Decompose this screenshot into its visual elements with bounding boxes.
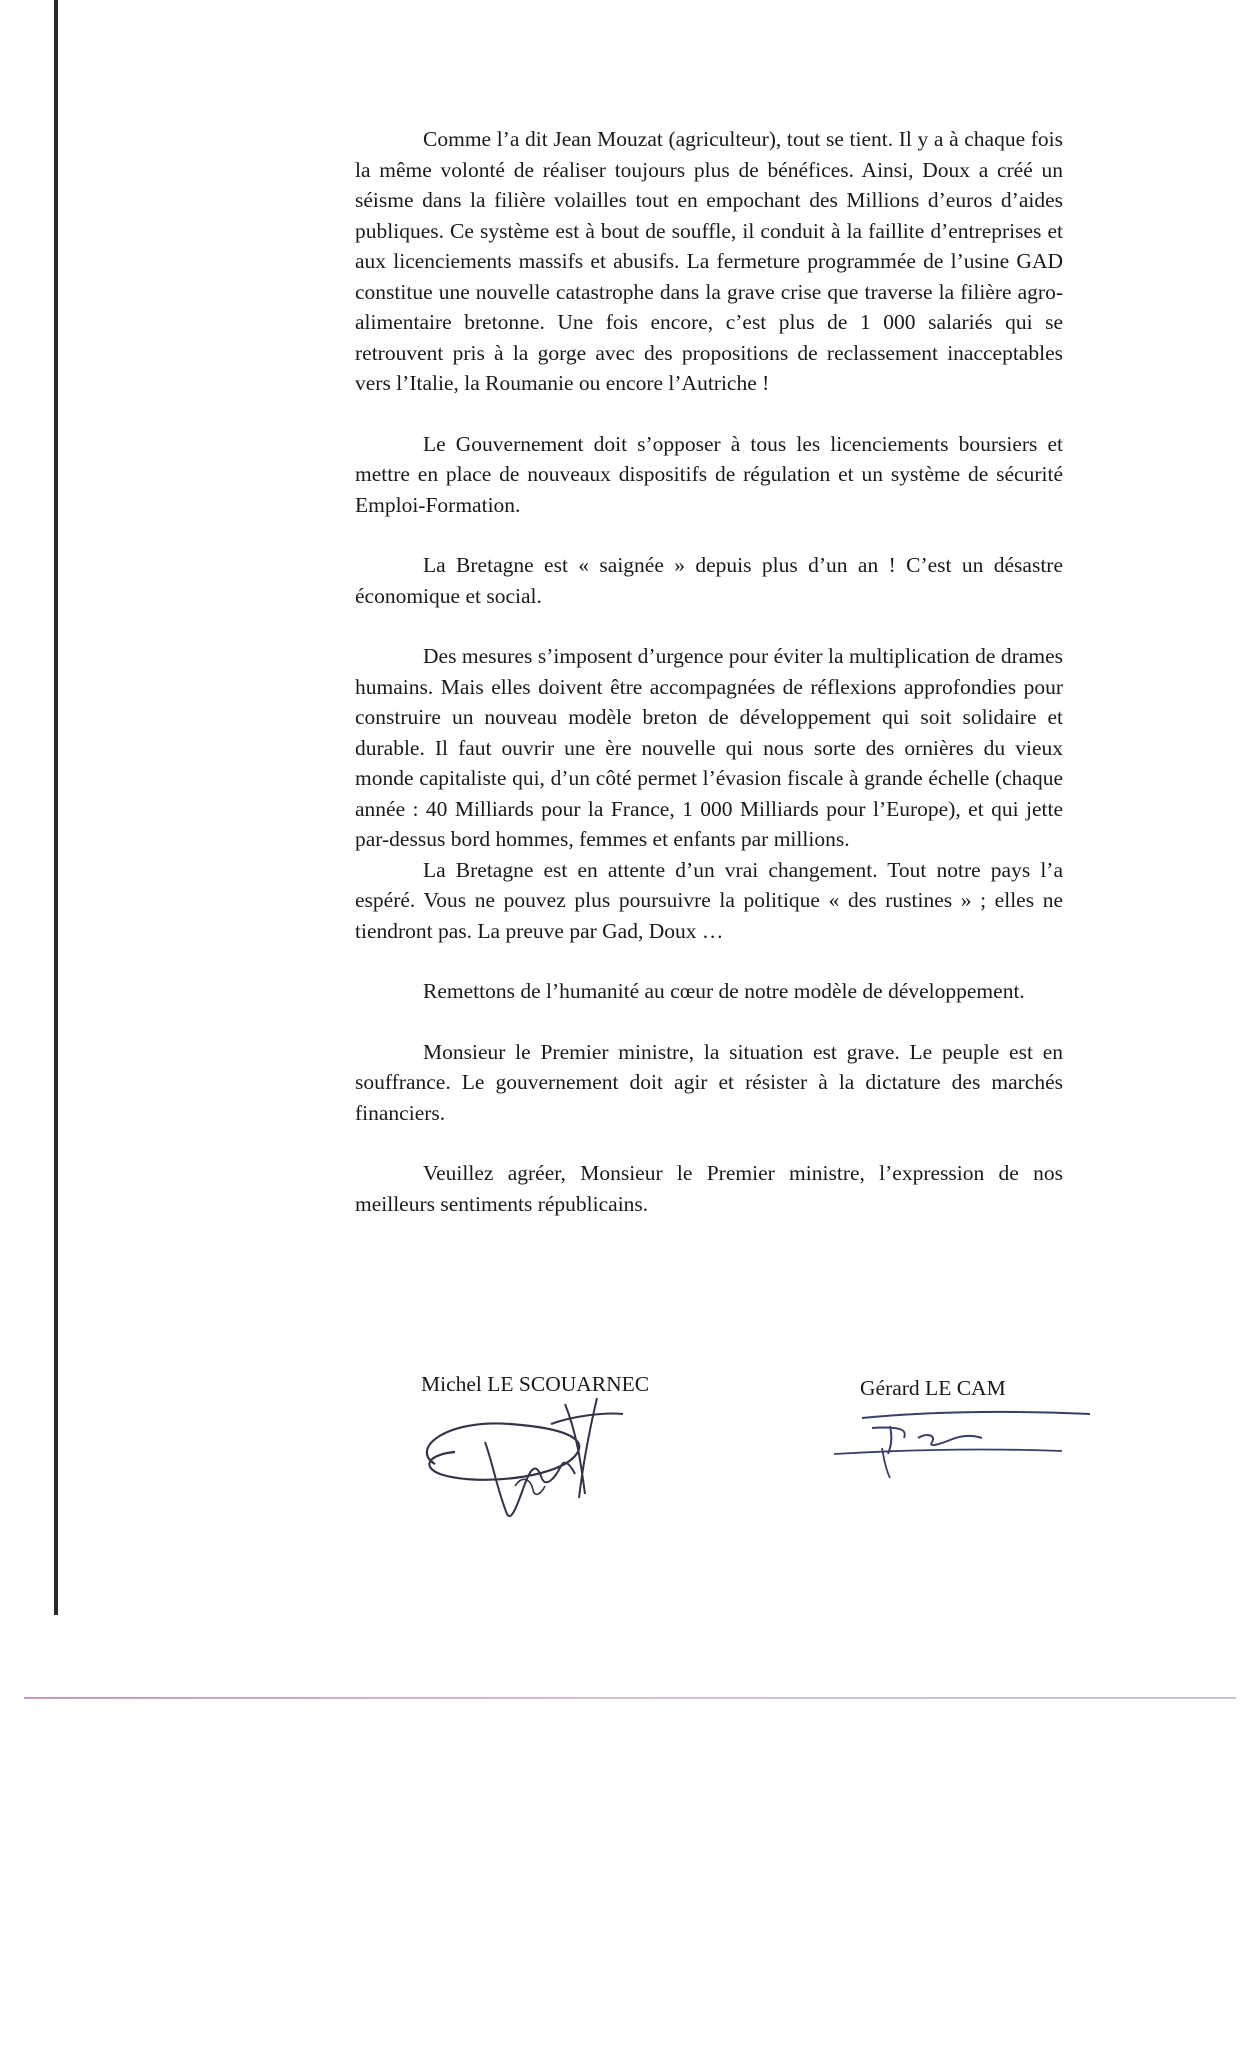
paragraph-situation-grave: Monsieur le Premier ministre, la situation est grave. Le peuple est en souffrance. Le gouvernement doit agir et résister à la dictature des marchés financiers. [355,1039,1063,1125]
letter-body [355,124,1063,1249]
signatory-right [860,1376,1120,1401]
paragraph-gad-doux: Comme l’a dit Jean Mouzat (agriculteur), tout se tient. Il y a à chaque fois la même volonté de réaliser toujours plus de bénéfices. Ainsi, Doux a créé un séisme dans la filière volailles tout en empochant des Millions d’euros d’aides publiques. Ce système est à bout de souffle, il conduit à la faillite d’entreprises et aux licenciements massifs et abusifs. La fermeture programmée de l’usine GAD constitue une nouvelle catastrophe dans la grave crise que traverse la filière agro-alimentaire bretonne. Une fois encore, c’est plus de 1 000 salariés qui se retrouvent pris à la gorge avec des propositions de reclassement inacceptables vers l’Italie, la Roumanie ou encore l’Autriche ! [355,127,1063,395]
paragraph-humanity: Remettons de l’humanité au cœur de notre modèle de développement. [423,979,1025,1003]
paragraph-government-action: Le Gouvernement doit s’opposer à tous les licenciements boursiers et mettre en place de nouveaux dispositifs de régulation et un système de sécurité Emploi-Formation. [355,431,1063,517]
paragraph-urgent-measures: Des mesures s’imposent d’urgence pour éviter la multiplication de drames humains. Mais elles doivent être accompagnées de réflexions approfondies pour construire un nouveau modèle breton de développement qui soit solidaire et durable. Il faut ouvrir une ère nouvelle qui nous sorte des ornières du vieux monde capitaliste qui, d’un côté permet l’évasion fiscale à grande échelle (chaque année : 40 Milliards pour la France, 1 000 Milliards pour l’Europe), et qui jette par-dessus bord hommes, femmes et enfants par millions. [355,644,1063,851]
signature-block [355,1372,1115,1532]
handwritten-signature-left [415,1394,655,1529]
paragraph-change-expected: La Bretagne est en attente d’un vrai changement. Tout notre pays l’a espéré. Vous ne pouvez plus poursuivre la politique « des rustines » ; elles ne tiendront pas. La preuve par Gad, Doux … [355,857,1063,943]
page-bottom-edge-line [24,1697,1236,1699]
signatory-name-left: Michel LE SCOUARNEC [421,1372,650,1396]
handwritten-signature-right [832,1404,1092,1484]
paragraph-bretagne-saignee: La Bretagne est « saignée » depuis plus d’un an ! C’est un désastre économique et social. [355,553,1063,608]
paragraph-closing-salutation: Veuillez agréer, Monsieur le Premier ministre, l’expression de nos meilleurs sentiments républicains. [355,1161,1063,1216]
left-margin-rule [54,0,58,1615]
signatory-name-right: Gérard LE CAM [860,1376,1006,1400]
